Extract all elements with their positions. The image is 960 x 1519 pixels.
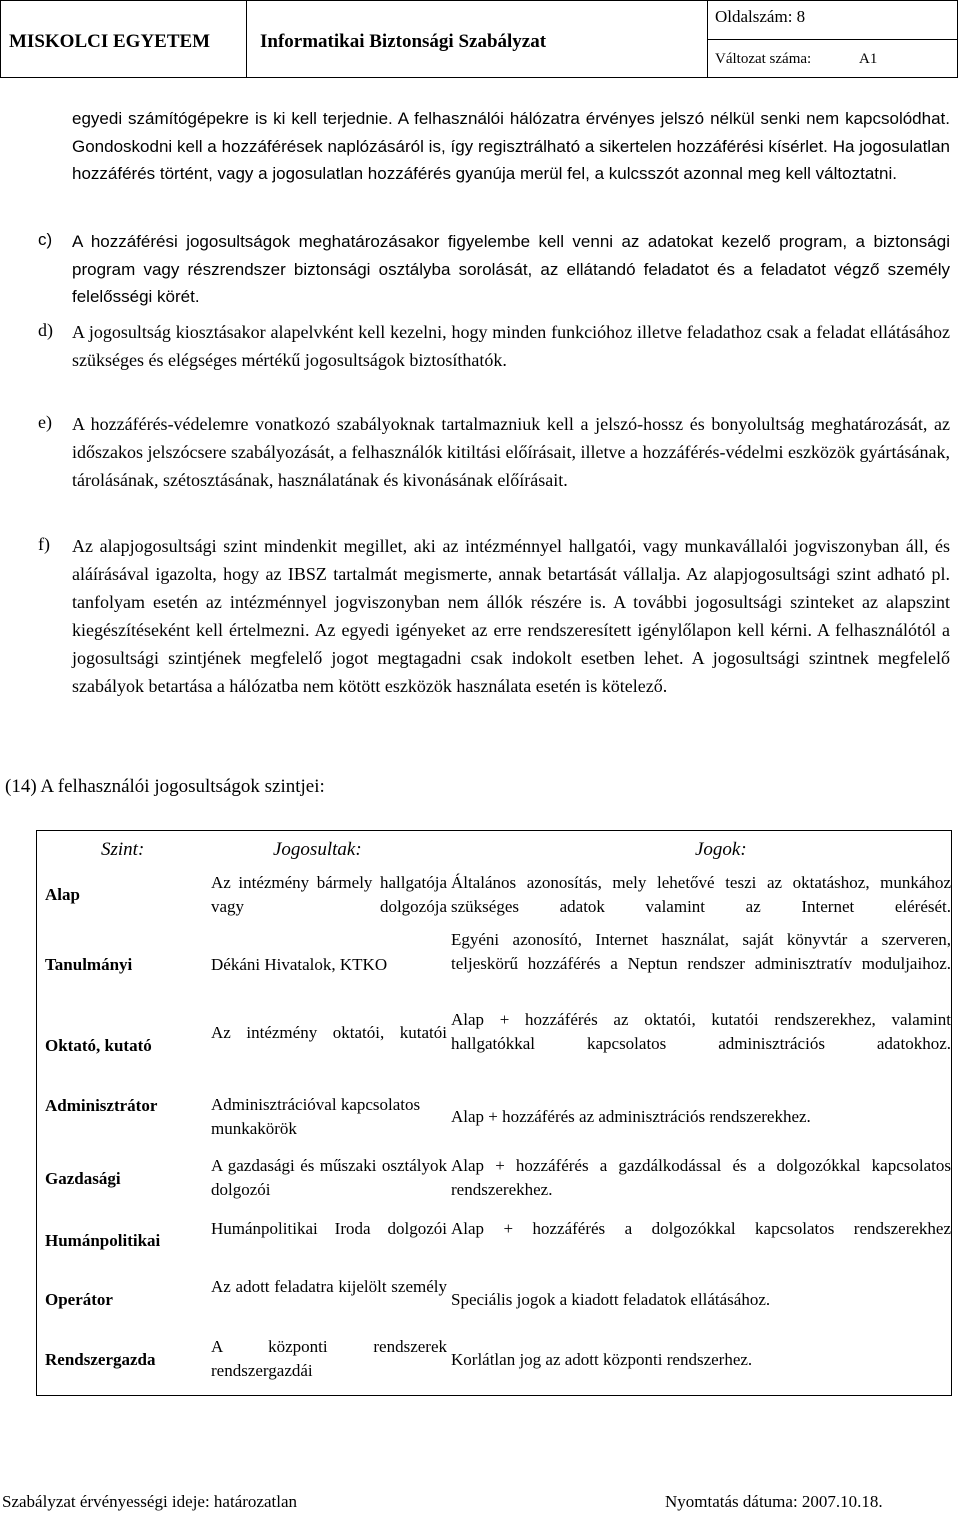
row-humanpolitikai-rights: Alap + hozzáférés a dolgozókkal kapcsolatos rendszerekhez [451,1219,951,1238]
row-rendszergazda-rights: Korlátlan jog az adott központi rendszerhez. [451,1350,753,1369]
row-tanulmanyi-holders: Dékáni Hivatalok, KTKO [211,955,388,974]
header-university-cell [1,1,247,77]
item-e-label: e) [38,412,52,432]
footer-print-date: Nyomtatás dátuma: 2007.10.18. [665,1492,883,1511]
row-alap-rights: Általános azonosítás, mely lehetővé teszi az oktatáshoz, munkához szükséges adatok valamint az Internet elérését. [451,873,951,916]
item-c-label: c) [38,230,53,249]
version-value: A1 [859,51,878,67]
row-gazdasagi-rights: Alap + hozzáférés a gazdálkodással és a dolgozókkal kapcsolatos rendszerekhez. [451,1156,951,1199]
column-header-rights: Jogok: [695,839,747,860]
header-title-cell [246,1,708,77]
document-title: Informatikai Biztonsági Szabályzat [260,31,547,52]
column-header-level: Szint: [101,839,145,860]
permission-levels-table [36,830,952,1396]
row-adminisztrator-rights: Alap + hozzáférés az adminisztrációs rendszerekhez. [451,1107,811,1126]
row-humanpolitikai-level: Humánpolitikai [45,1231,161,1250]
row-gazdasagi-level: Gazdasági [45,1169,121,1188]
item-f-text: Az alapjogosultsági szint mindenkit megillet, aki az intézménnyel hallgatói, vagy munkavállalói jogviszonyban áll, és aláírásával igazolta, hogy az IBSZ tartalmát megismerte, annak betartását vállalja. Az alapjogosultsági szint adható pl. tanfolyam esetén az intézménnyel jogviszonyban nem állók részére is. A további jogosultsági szinteket az alapszint kiegészítéseként kell értelmezni. Az egyedi igényeket az erre rendszeresített igénylőlapon kell kérni. A felhasználótól a jogosultsági szintjének megfelelő jogot megtagadni csak indokolt esetben lehet. A jogosultsági szintnek megfelelő szabályok betartása a hálózatba nem kötött eszközök használata esetén is kötelező. [72,536,950,696]
row-operator-holders: Az adott feladatra kijelölt személy [211,1277,447,1296]
row-gazdasagi-holders: A gazdasági és műszaki osztályok dolgozói [211,1156,447,1199]
version-label: Változat száma: [715,51,812,67]
row-rendszergazda-holders: A központi rendszerek rendszergazdái [211,1337,447,1380]
item-f-label: f) [38,534,50,554]
page-header [0,0,958,78]
page-number: Oldalszám: 8 [715,7,806,26]
university-name: MISKOLCI EGYETEM [9,31,211,52]
row-operator-rights: Speciális jogok a kiadott feladatok ellátásához. [451,1290,771,1309]
row-oktato-level: Oktató, kutató [45,1036,152,1055]
footer-validity: Szabályzat érvényességi ideje: határozatlan [2,1492,297,1511]
row-adminisztrator-level: Adminisztrátor [45,1096,158,1115]
section-heading: (14) A felhasználói jogosultságok szintjei: [5,776,325,797]
page-number-box [707,1,957,40]
item-d-label: d) [38,320,53,340]
row-tanulmanyi-level: Tanulmányi [45,955,133,974]
row-operator-level: Operátor [45,1290,113,1309]
item-c-text: A hozzáférési jogosultságok meghatározásakor figyelembe kell venni az adatokat kezelő program, a biztonsági program vagy részrendszer biztonsági osztályba sorolását, az ellátandó feladatot és a feladatot végző személy felelősségi körét. [72,232,950,306]
row-rendszergazda-level: Rendszergazda [45,1350,156,1369]
row-oktato-holders: Az intézmény oktatói, kutatói [211,1023,447,1042]
intro-paragraph: egyedi számítógépekre is ki kell terjednie. A felhasználói hálózatra érvényes jelszó nélkül senki nem kapcsolódhat. Gondoskodni kell a hozzáférések naplózásáról is, így regisztrálható a sikertelen hozzáférési kísérlet. Ha jogosulatlan hozzáférés történt, vagy a jogosulatlan hozzáférés gyanúja merül fel, a kulcsszót azonnal meg kell változtatni. [72,109,950,183]
row-alap-level: Alap [45,885,80,904]
row-oktato-rights: Alap + hozzáférés az oktatói, kutatói rendszerekhez, valamint hallgatókkal kapcsolatos adminisztrációs adatokhoz. [451,1010,951,1053]
row-humanpolitikai-holders: Humánpolitikai Iroda dolgozói [211,1219,447,1238]
item-d-text: A jogosultság kiosztásakor alapelvként kell kezelni, hogy minden funkcióhoz illetve feladathoz csak a feladat ellátásához szükséges és elégséges mértékű jogosultságok biztosíthatók. [72,322,950,370]
row-adminisztrator-holders: Adminisztrációval kapcsolatos munkakörök [211,1095,421,1138]
header-meta-cell [707,1,957,77]
column-header-holders: Jogosultak: [273,839,362,860]
row-tanulmanyi-rights: Egyéni azonosító, Internet használat, saját könyvtár a szerveren, teljeskörű hozzáférés a Neptun rendszer adminisztratív moduljaihoz. [451,930,951,973]
row-alap-holders: Az intézmény bármely hallgatója vagy dolgozója [211,873,447,916]
item-e-text: A hozzáférés-védelemre vonatkozó szabályoknak tartalmazniuk kell a jelszó-hossz és bonyolultság meghatározását, az időszakos jelszócsere szabályozását, a felhasználók kitiltási előírásait, illetve a hozzáférés-védelmi eszközök gyártásának, tárolásának, szétosztásának, használatának és kivonásának előírásait. [72,414,950,490]
